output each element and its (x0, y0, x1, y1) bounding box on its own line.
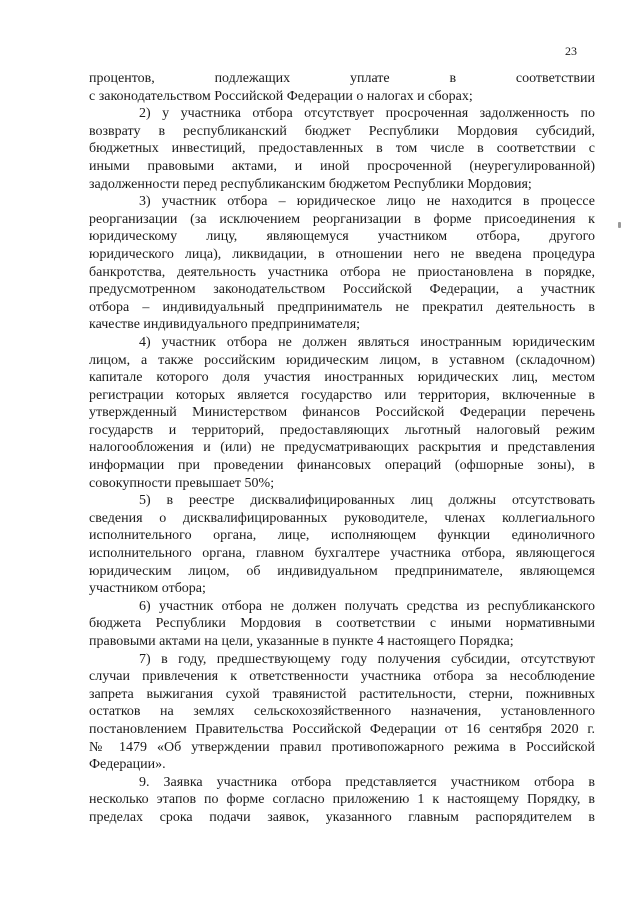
text-line: иными правовыми актами, и иной просроченной (неурегулированной) (89, 158, 595, 174)
text-line: капитале которого доля участия иностранных юридических лиц, местом (89, 370, 595, 386)
text-line: исполнительного органа, лице, исполняющем функции единоличного (89, 528, 595, 544)
text-line: сведения о дисквалифицированных руководителе, членах коллегиального (89, 510, 595, 526)
text-line: государств и территорий, предоставляющих льготный налоговый режим (89, 422, 595, 438)
text-line: постановлением Правительства Российской Федерации от 16 сентября 2020 г. (89, 721, 595, 737)
text-line: юридического лица), ликвидации, в отношении него не введена процедура (89, 246, 595, 262)
text-line: регистрации которых является государство или территория, включенные в (89, 387, 595, 403)
text-line: 3) участник отбора – юридическое лицо не находится в процессе (139, 194, 595, 210)
text-line: пределах срока подачи заявок, указанного главным распорядителем в (89, 809, 595, 825)
text-line: 9. Заявка участника отбора представляется участником отбора в (139, 774, 595, 790)
text-line: возврату в республиканский бюджет Республики Мордовия субсидий, (89, 123, 595, 139)
text-line: случаи привлечения к ответственности участника отбора за несоблюдение (89, 669, 595, 685)
page-number: 23 (565, 44, 577, 58)
text-line: юридическому лицу, являющемуся участником отбора, другого (89, 229, 595, 245)
text-line: правовыми актами на цели, указанные в пункте 4 настоящего Порядка; (89, 634, 514, 649)
text-line: совокупности превышает 50%; (89, 475, 275, 491)
scan-mark (618, 222, 621, 228)
text-line: 7) в году, предшествующему году получения субсидии, отсутствуют (139, 651, 595, 667)
document-body-text (89, 70, 595, 827)
text-line: 2) у участника отбора отсутствует просроченная задолженность по (139, 106, 595, 122)
text-line: несколько этапов по форме согласно приложению 1 к настоящему Порядку, в (89, 792, 595, 808)
text-line: банкротства, деятельность участника отбора не приостановлена в порядке, (89, 264, 595, 280)
text-line: запрета выжигания сухой травянистой растительности, стерни, пожнивных (89, 686, 595, 702)
text-line: реорганизации (за исключением реорганизации в форме присоединения к (89, 211, 595, 227)
text-line: налогообложения и (или) не предусматривающих раскрытия и представления (89, 440, 595, 456)
text-line: с законодательством Российской Федерации о налогах и сборах; (89, 88, 473, 104)
text-line: лицом, а также российским юридическим лицом, в уставном (складочном) (89, 352, 595, 368)
text-line: 6) участник отбора не должен получать средства из республиканского (139, 598, 595, 614)
text-line: качестве индивидуального предпринимателя; (89, 317, 361, 333)
text-line: бюджета Республики Мордовия в соответствии с иными нормативными (89, 616, 595, 632)
text-line: 5) в реестре дисквалифицированных лиц должны отсутствовать (139, 493, 595, 509)
text-line: задолженности перед республиканским бюджетом Республики Мордовия; (89, 176, 532, 192)
text-line: Федерации». (89, 757, 166, 773)
text-line: исполнительного органа, главном бухгалтере участника отбора, являющегося (89, 546, 595, 562)
text-line: процентов, подлежащих уплате в соответствии (89, 71, 595, 86)
text-line: юридическим лицом, об индивидуальном предпринимателе, являющемся (89, 563, 595, 579)
text-line: 4) участник отбора не должен являться иностранным юридическим (139, 334, 595, 350)
text-line: остатков на землях сельскохозяйственного назначения, установленного (89, 704, 595, 720)
text-line: № 1479 «Об утверждении правил противопожарного режима в Российской (89, 739, 595, 755)
text-line: предусмотренном законодательством Российской Федерации, а участник (89, 282, 595, 298)
text-line: отбора – индивидуальный предприниматель не прекратил деятельность в (89, 299, 595, 315)
text-line: бюджетных инвестиций, предоставленных в том числе в соответствии с (89, 141, 595, 157)
text-line: утвержденный Министерством финансов Российской Федерации перечень (89, 405, 595, 421)
text-line: участником отбора; (89, 581, 206, 597)
text-line: информации при проведении финансовых операций (офшорные зоны), в (89, 458, 595, 474)
